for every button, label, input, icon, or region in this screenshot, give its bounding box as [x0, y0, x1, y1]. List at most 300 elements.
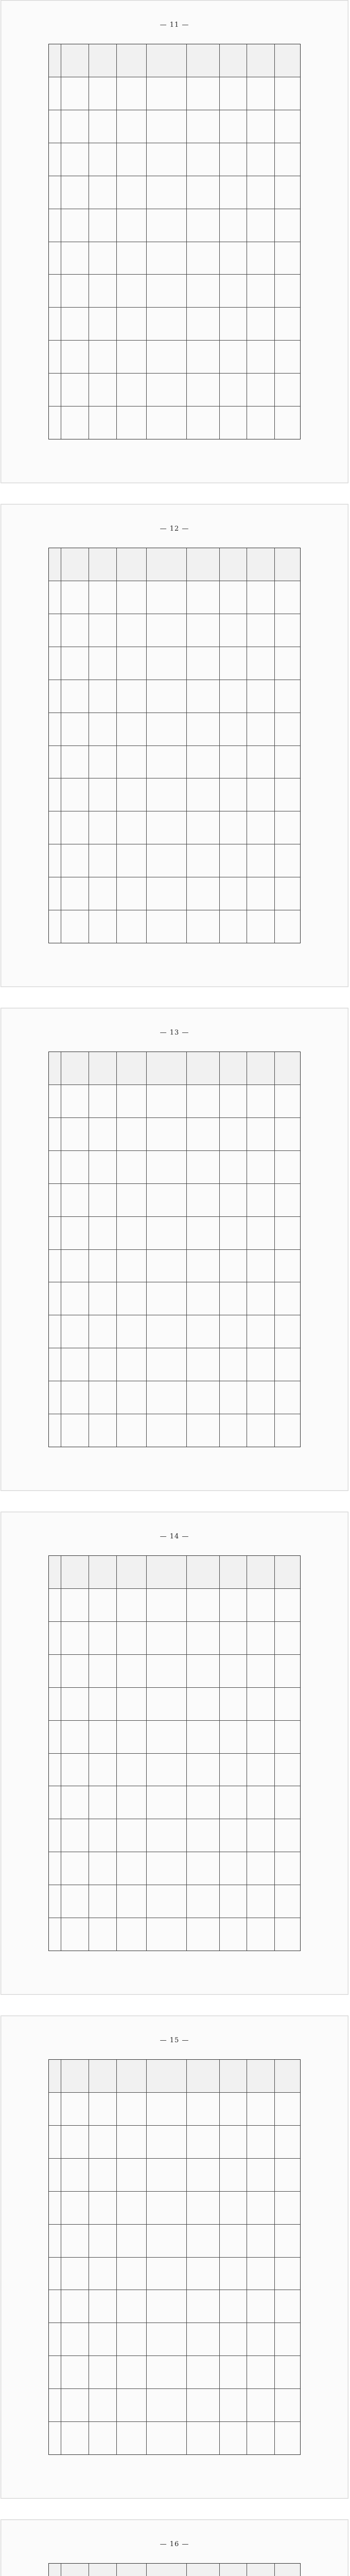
table-cell [220, 1282, 248, 1315]
table-cell [61, 746, 89, 778]
table-cell [49, 2093, 61, 2125]
table-cell [187, 1622, 219, 1654]
table-cell [49, 713, 61, 745]
table-cell [117, 77, 147, 110]
table-cell [117, 713, 147, 745]
table-cell [275, 143, 300, 176]
table-cell [89, 1852, 117, 1885]
table-row [49, 713, 300, 746]
table-cell [117, 143, 147, 176]
table-cell [187, 746, 219, 778]
table-cell [117, 1819, 147, 1852]
table-cell [89, 614, 117, 647]
table-row [49, 1622, 300, 1655]
table-row [49, 2192, 300, 2225]
table-cell [275, 1918, 300, 1951]
table-cell [247, 910, 275, 943]
table-cell [61, 647, 89, 680]
table-row [49, 1655, 300, 1688]
table-cell [147, 548, 187, 581]
table-row [49, 746, 300, 779]
table-cell [275, 341, 300, 373]
page-number: — 12 — [160, 525, 189, 533]
table-cell [89, 1786, 117, 1819]
table-cell [187, 1348, 219, 1381]
table-cell [49, 176, 61, 209]
table-cell [275, 2389, 300, 2421]
table-cell [187, 1589, 219, 1621]
table-cell [220, 680, 248, 713]
table-cell [89, 1315, 117, 1348]
table-cell [275, 1381, 300, 1414]
table-cell [187, 2060, 219, 2092]
table-cell [61, 242, 89, 275]
table-cell [61, 2258, 89, 2290]
table-cell [89, 341, 117, 373]
table-cell [147, 1118, 187, 1150]
table-row [49, 2225, 300, 2258]
table-cell [247, 1688, 275, 1720]
table-cell [275, 1556, 300, 1588]
page-number: — 15 — [160, 2037, 189, 2044]
table-cell [187, 1184, 219, 1216]
table-cell [187, 1217, 219, 1249]
table-row [49, 1151, 300, 1184]
table-cell [89, 275, 117, 307]
table-cell [275, 1414, 300, 1447]
table-cell [49, 1885, 61, 1918]
table-cell [220, 2422, 248, 2454]
table-cell [247, 2290, 275, 2323]
table-cell [89, 1556, 117, 1588]
table-row [49, 341, 300, 374]
table-cell [187, 275, 219, 307]
table-cell [61, 406, 89, 439]
page-number: — 16 — [160, 2540, 189, 2548]
table-cell [117, 1315, 147, 1348]
table-cell [61, 713, 89, 745]
table-cell [247, 2258, 275, 2290]
table-cell [117, 1151, 147, 1183]
table-cell [187, 2290, 219, 2323]
table-cell [247, 374, 275, 406]
table-cell [275, 2060, 300, 2092]
table-cell [187, 406, 219, 439]
table-cell [89, 1721, 117, 1753]
table-cell [187, 2258, 219, 2290]
table-cell [220, 1250, 248, 1282]
table-cell [147, 1852, 187, 1885]
table-cell [147, 308, 187, 340]
table-cell [187, 548, 219, 581]
table-cell [61, 811, 89, 844]
table-cell [275, 811, 300, 844]
table-cell [117, 1118, 147, 1150]
table-cell [49, 2060, 61, 2092]
table-cell [275, 2159, 300, 2191]
table-cell [275, 680, 300, 713]
table-cell [275, 2093, 300, 2125]
table-cell [187, 910, 219, 943]
table-cell [89, 1151, 117, 1183]
table-cell [49, 77, 61, 110]
table-cell [89, 877, 117, 910]
table-cell [89, 308, 117, 340]
table-cell [187, 110, 219, 143]
table-cell [89, 1217, 117, 1249]
table-cell [187, 1151, 219, 1183]
table-cell [61, 143, 89, 176]
table-cell [275, 647, 300, 680]
table-cell [117, 2323, 147, 2355]
table-cell [220, 1918, 248, 1951]
table-cell [147, 877, 187, 910]
table-cell [247, 1655, 275, 1687]
table-cell [117, 1184, 147, 1216]
table-cell [220, 1754, 248, 1786]
table-cell [275, 242, 300, 275]
table-cell [61, 308, 89, 340]
table-cell [147, 2389, 187, 2421]
table-cell [247, 581, 275, 614]
table-cell [187, 209, 219, 242]
table-cell [61, 1414, 89, 1447]
table-row [49, 877, 300, 910]
table-cell [61, 1556, 89, 1588]
table-cell [117, 680, 147, 713]
table-row [49, 1688, 300, 1721]
table-row [49, 1381, 300, 1414]
table-cell [117, 110, 147, 143]
table-cell [49, 647, 61, 680]
table-cell [275, 1885, 300, 1918]
table-cell [89, 1250, 117, 1282]
table-row [49, 110, 300, 143]
table-cell [89, 110, 117, 143]
table-cell [61, 2356, 89, 2388]
table-cell [220, 143, 248, 176]
table-cell [220, 242, 248, 275]
table-cell [49, 110, 61, 143]
table-cell [247, 1052, 275, 1084]
table-cell [61, 2389, 89, 2421]
table-cell [220, 778, 248, 811]
table-row [49, 1589, 300, 1622]
table-cell [275, 2323, 300, 2355]
table-cell [147, 1754, 187, 1786]
table-cell [49, 581, 61, 614]
table-cell [117, 1655, 147, 1687]
table-cell [147, 176, 187, 209]
table-cell [147, 1918, 187, 1951]
table-cell [247, 2126, 275, 2158]
table-cell [147, 1885, 187, 1918]
table-cell [275, 2126, 300, 2158]
table-cell [147, 1381, 187, 1414]
table-cell [147, 44, 187, 77]
table-cell [275, 1721, 300, 1753]
table-cell [117, 1414, 147, 1447]
table-cell [187, 2356, 219, 2388]
table-cell [61, 1151, 89, 1183]
table-row [49, 1414, 300, 1447]
table-cell [49, 1315, 61, 1348]
table-cell [117, 1282, 147, 1315]
table-cell [117, 811, 147, 844]
table-cell [220, 1556, 248, 1588]
table-cell [275, 1282, 300, 1315]
table-cell [247, 1414, 275, 1447]
table-cell [275, 2290, 300, 2323]
table-cell [61, 2060, 89, 2092]
table-cell [147, 374, 187, 406]
table-cell [187, 2323, 219, 2355]
table-row [49, 811, 300, 844]
table-cell [220, 374, 248, 406]
table-cell [247, 1217, 275, 1249]
table-cell [220, 2258, 248, 2290]
data-table [48, 548, 301, 943]
table-cell [275, 778, 300, 811]
table-cell [147, 2356, 187, 2388]
table-cell [275, 877, 300, 910]
table-cell [247, 548, 275, 581]
table-cell [49, 1655, 61, 1687]
table-cell [220, 1786, 248, 1819]
table-cell [247, 1918, 275, 1951]
table-cell [117, 1085, 147, 1117]
table-cell [247, 1381, 275, 1414]
table-row [49, 1918, 300, 1951]
table-cell [147, 2126, 187, 2158]
table-cell [117, 2192, 147, 2224]
table-cell [247, 877, 275, 910]
table-cell [61, 209, 89, 242]
table-cell [49, 2258, 61, 2290]
table-row [49, 275, 300, 308]
table-cell [117, 44, 147, 77]
table-cell [117, 1052, 147, 1084]
table-cell [49, 1414, 61, 1447]
table-cell [220, 1852, 248, 1885]
table-row [49, 374, 300, 406]
table-cell [147, 1282, 187, 1315]
table-cell [187, 1819, 219, 1852]
table-cell [187, 176, 219, 209]
table-cell [187, 877, 219, 910]
table-cell [89, 1348, 117, 1381]
table-cell [117, 308, 147, 340]
table-cell [187, 2126, 219, 2158]
table-cell [147, 1151, 187, 1183]
table-header-row [49, 548, 300, 581]
table-cell [187, 581, 219, 614]
table-cell [61, 1282, 89, 1315]
table-cell [89, 2564, 117, 2576]
table-cell [187, 1556, 219, 1588]
table-cell [147, 1556, 187, 1588]
table-row [49, 1184, 300, 1217]
table-cell [147, 713, 187, 745]
table-cell [147, 746, 187, 778]
table-cell [61, 1250, 89, 1282]
table-cell [220, 2126, 248, 2158]
table-cell [275, 2422, 300, 2454]
table-cell [117, 374, 147, 406]
table-cell [49, 1589, 61, 1621]
table-cell [247, 308, 275, 340]
table-cell [117, 2422, 147, 2454]
table-cell [275, 1118, 300, 1150]
table-cell [61, 77, 89, 110]
table-cell [61, 877, 89, 910]
table-cell [61, 1315, 89, 1348]
table-cell [49, 1918, 61, 1951]
table-cell [61, 2192, 89, 2224]
table-cell [247, 1622, 275, 1654]
table-cell [187, 143, 219, 176]
table-row [49, 406, 300, 439]
table-row [49, 1819, 300, 1852]
table-cell [89, 910, 117, 943]
table-cell [220, 647, 248, 680]
table-cell [275, 308, 300, 340]
table-cell [247, 1250, 275, 1282]
table-cell [61, 910, 89, 943]
table-cell [147, 406, 187, 439]
table-cell [220, 746, 248, 778]
table-cell [147, 2093, 187, 2125]
table-cell [147, 1622, 187, 1654]
table-cell [247, 341, 275, 373]
table-cell [247, 275, 275, 307]
table-cell [61, 44, 89, 77]
table-cell [220, 844, 248, 877]
table-header-row [49, 44, 300, 77]
table-cell [147, 2192, 187, 2224]
table-cell [247, 2225, 275, 2257]
table-cell [220, 1819, 248, 1852]
table-cell [49, 143, 61, 176]
table-cell [247, 1589, 275, 1621]
table-cell [117, 2564, 147, 2576]
table-cell [147, 77, 187, 110]
table-cell [187, 2159, 219, 2191]
table-cell [117, 2060, 147, 2092]
table-cell [89, 44, 117, 77]
table-cell [147, 1184, 187, 1216]
table-cell [117, 1688, 147, 1720]
table-cell [117, 1786, 147, 1819]
table-cell [275, 1184, 300, 1216]
table-cell [49, 1622, 61, 1654]
table-cell [117, 581, 147, 614]
table-cell [275, 1052, 300, 1084]
table-cell [275, 713, 300, 745]
table-row [49, 143, 300, 176]
table-cell [187, 647, 219, 680]
table-cell [147, 2225, 187, 2257]
table-cell [187, 1282, 219, 1315]
table-cell [89, 1819, 117, 1852]
table-cell [147, 2422, 187, 2454]
table-cell [49, 275, 61, 307]
table-row [49, 242, 300, 275]
table-cell [49, 614, 61, 647]
table-cell [147, 2159, 187, 2191]
table-cell [61, 844, 89, 877]
table-cell [89, 1655, 117, 1687]
table-row [49, 77, 300, 110]
table-cell [187, 2564, 219, 2576]
table-cell [117, 1589, 147, 1621]
table-cell [89, 143, 117, 176]
table-cell [49, 844, 61, 877]
table-cell [247, 1282, 275, 1315]
table-cell [89, 548, 117, 581]
table-cell [89, 1282, 117, 1315]
table-cell [220, 581, 248, 614]
table-row [49, 2258, 300, 2291]
table-cell [187, 844, 219, 877]
table-cell [187, 1052, 219, 1084]
table-cell [275, 1688, 300, 1720]
table-row [49, 647, 300, 680]
table-row [49, 209, 300, 242]
table-cell [49, 2192, 61, 2224]
table-cell [117, 209, 147, 242]
table-cell [247, 680, 275, 713]
table-cell [247, 2356, 275, 2388]
table-cell [187, 1655, 219, 1687]
table-cell [147, 647, 187, 680]
table-cell [247, 406, 275, 439]
table-cell [61, 2290, 89, 2323]
table-cell [147, 1688, 187, 1720]
table-cell [49, 910, 61, 943]
table-cell [49, 2422, 61, 2454]
table-cell [247, 1754, 275, 1786]
table-cell [117, 1622, 147, 1654]
table-cell [275, 1655, 300, 1687]
table-cell [49, 877, 61, 910]
table-cell [117, 910, 147, 943]
table-cell [187, 680, 219, 713]
table-cell [220, 209, 248, 242]
table-cell [187, 1688, 219, 1720]
document-page [1, 0, 348, 483]
table-cell [275, 176, 300, 209]
table-cell [117, 341, 147, 373]
table-cell [187, 1118, 219, 1150]
table-cell [187, 341, 219, 373]
table-cell [147, 275, 187, 307]
document-page [1, 1008, 348, 1491]
table-cell [89, 778, 117, 811]
table-cell [220, 1184, 248, 1216]
table-cell [275, 1754, 300, 1786]
table-row [49, 778, 300, 811]
table-row [49, 2422, 300, 2454]
table-cell [49, 1348, 61, 1381]
table-cell [247, 647, 275, 680]
table-cell [247, 2192, 275, 2224]
table-cell [117, 746, 147, 778]
table-cell [89, 242, 117, 275]
table-row [49, 2389, 300, 2422]
table-cell [247, 1556, 275, 1588]
table-cell [89, 209, 117, 242]
